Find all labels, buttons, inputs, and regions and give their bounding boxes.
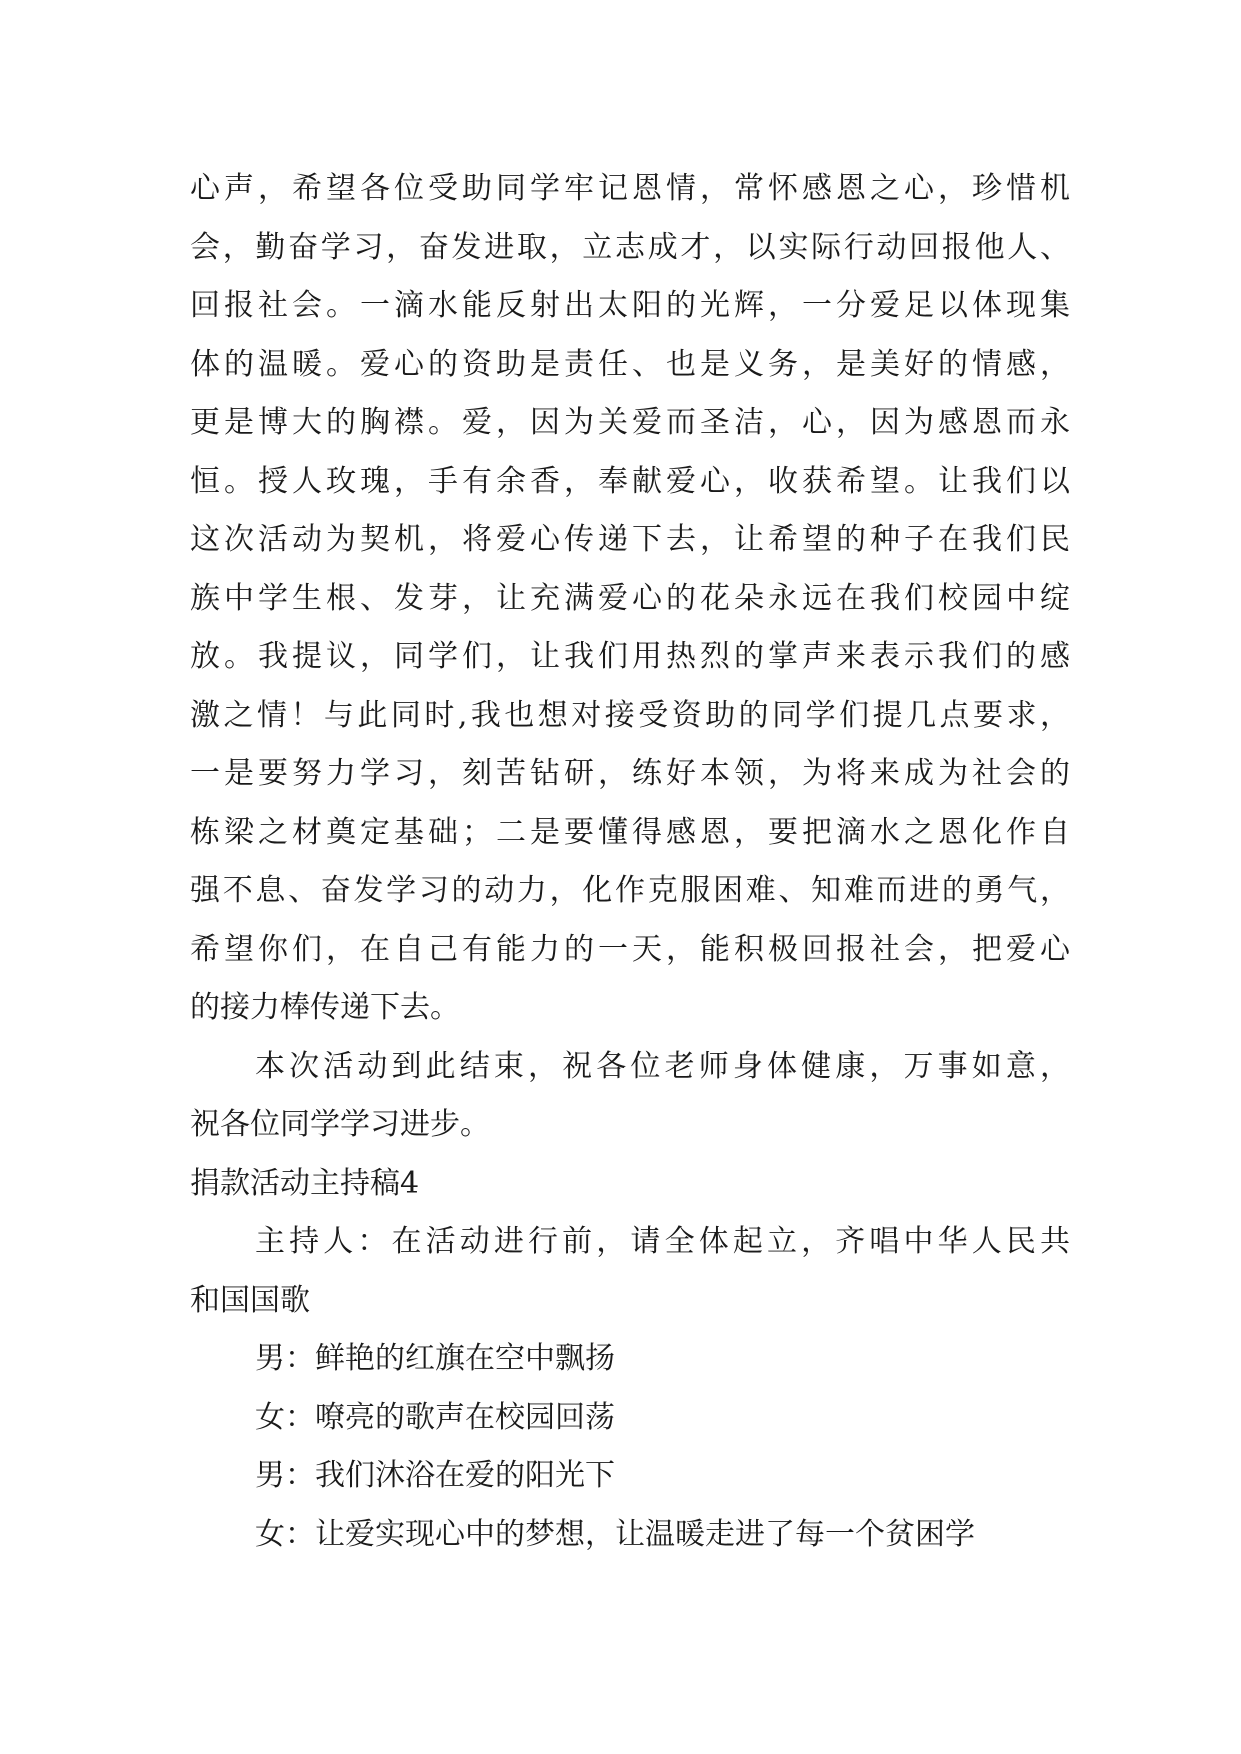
text-line: 一是要努力学习，刻苦钻研，练好本领，为将来成为社会的	[190, 756, 1070, 791]
text-line: 更是博大的胸襟。爱，因为关爱而圣洁，心，因为感恩而永	[190, 405, 1070, 440]
text-line: 回报社会。一滴水能反射出太阳的光辉，一分爱足以体现集	[190, 288, 1070, 323]
dialogue-line-male	[190, 1447, 1070, 1506]
text-line: 希望你们，在自己有能力的一天，能积极回报社会，把爱心	[190, 931, 1070, 967]
text-line: 男：我们沐浴在爱的阳光下	[255, 1458, 615, 1493]
text-line: 放。我提议，同学们，让我们用热烈的掌声来表示我们的感	[190, 639, 1070, 674]
paragraph-closing-remarks	[190, 160, 1070, 1038]
text-line: 的接力棒传递下去。	[190, 990, 460, 1025]
text-line: 栋梁之材奠定基础；二是要懂得感恩，要把滴水之恩化作自	[190, 814, 1070, 850]
text-line: 和国国歌	[190, 1282, 310, 1318]
document-body	[190, 160, 1070, 1564]
text-line: 体的温暖。爱心的资助是责任、也是义务，是美好的情感，	[190, 346, 1070, 382]
text-line: 族中学生根、发芽，让充满爱心的花朵永远在我们校园中绽	[190, 580, 1070, 616]
paragraph-host-intro	[190, 1213, 1070, 1330]
paragraph-ending	[190, 1038, 1070, 1155]
text-line: 女：让爱实现心中的梦想，让温暖走进了每一个贫困学	[255, 1516, 975, 1552]
text-line: 男：鲜艳的红旗在空中飘扬	[255, 1341, 615, 1376]
text-line: 会，勤奋学习，奋发进取，立志成才，以实际行动回报他人、	[190, 229, 1070, 265]
text-line: 恒。授人玫瑰，手有余香，奉献爱心，收获希望。让我们以	[190, 463, 1070, 499]
dialogue-line-male	[190, 1330, 1070, 1389]
text-line: 激之情！与此同时,我也想对接受资助的同学们提几点要求，	[190, 697, 1070, 733]
text-line: 主持人：在活动进行前，请全体起立，齐唱中华人民共	[255, 1224, 1070, 1259]
text-line: 本次活动到此结束，祝各位老师身体健康，万事如意，	[255, 1048, 1070, 1084]
dialogue-line-female	[190, 1389, 1070, 1448]
text-line: 祝各位同学学习进步。	[190, 1107, 490, 1142]
text-line: 女：嘹亮的歌声在校园回荡	[255, 1399, 615, 1435]
text-line: 这次活动为契机，将爱心传递下去，让希望的种子在我们民	[190, 522, 1070, 557]
text-line: 心声，希望各位受助同学牢记恩情，常怀感恩之心，珍惜机	[190, 171, 1070, 206]
text-line: 强不息、奋发学习的动力，化作克服困难、知难而进的勇气，	[190, 873, 1070, 908]
section-heading: 捐款活动主持稿4	[190, 1165, 420, 1201]
dialogue-line-female	[190, 1506, 1070, 1565]
